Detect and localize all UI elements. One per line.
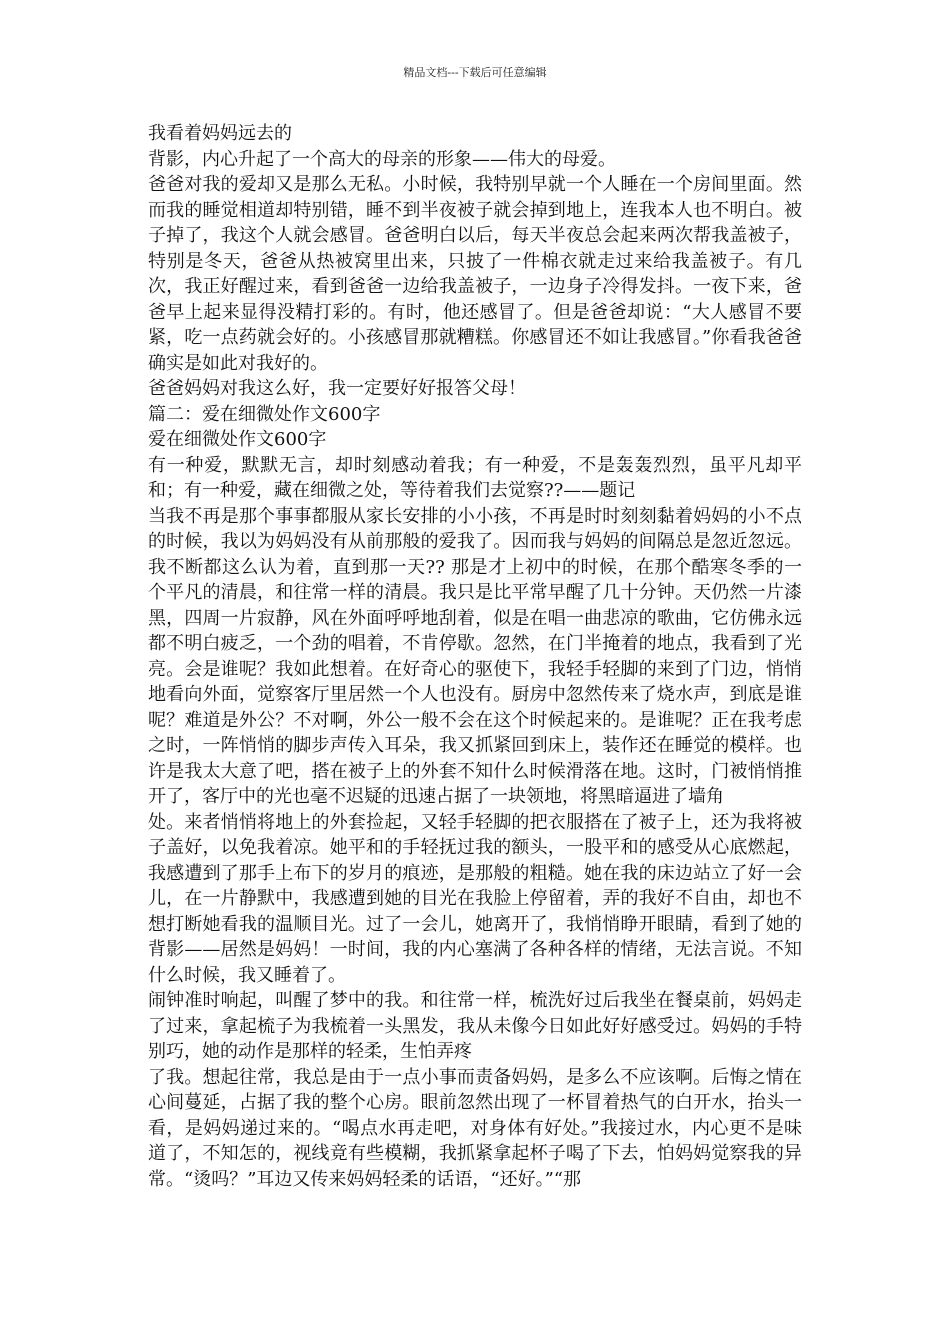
document-body xyxy=(148,121,802,1192)
section-heading: 篇二：爱在细微处作文600字 xyxy=(148,403,381,425)
paragraph: 爸爸对我的爱却又是那么无私。小时候，我特别早就一个人睡在一个房间里面。然而我的睡觉相道却特别错，睡不到半夜被子就会掉到地上，连我本人也不明白。被子掉了，我这个人就会感冒。爸爸明白以后，每天半夜总会起来两次帮我盖被子，特别是冬天，爸爸从热被窝里出来，只披了一件棉衣就走过来给我盖被子。有几次，我正好醒过来，看到爸爸一边给我盖被子，一边身子冷得发抖。一夜下来，爸爸早上起来显得没精打彩的。有时，他还感冒了。但是爸爸却说：“大人感冒不要紧，吃一点药就会好的。小孩感冒那就糟糕。你感冒还不如让我感冒。”你看我爸爸确实是如此对我好的。 xyxy=(148,174,802,374)
paragraph: 背影，内心升起了一个高大的母亲的形象——伟大的母爱。 xyxy=(148,148,616,170)
paragraph: 处。来者悄悄将地上的外套捡起，又轻手轻脚的把衣服搭在了被子上，还为我将被子盖好，以免我着凉。她平和的手轻抚过我的额头，一股平和的感受从心底燃起，我感遭到了那手上布下的岁月的痕迹，是那般的粗糙。她在我的床边站立了好一会儿，在一片静默中，我感遭到她的目光在我脸上停留着，弄的我好不自由，却也不想打断她看我的温顺目光。过了一会儿，她离开了，我悄悄睁开眼睛，看到了她的背影——居然是妈妈！一时间，我的内心塞满了各种各样的情绪，无法言说。不知什么时候，我又睡着了。 xyxy=(148,811,802,986)
paragraph: 了我。想起往常，我总是由于一点小事而责备妈妈，是多么不应该啊。后悔之情在心间蔓延，占据了我的整个心房。眼前忽然出现了一杯冒着热气的白开水，抬头一看，是妈妈递过来的。“喝点水再走吧，对身体有好处。”我接过水，内心更不是味道了，不知怎的，视线竟有些模糊，我抓紧拿起杯子喝了下去，怕妈妈觉察我的异常。“烫吗？”耳边又传来妈妈轻柔的话语，“还好。”“那 xyxy=(148,1066,802,1190)
paragraph: 爸爸妈妈对我这么好，我一定要好好报答父母！ xyxy=(148,378,526,399)
paragraph: 有一种爱，默默无言，却时刻感动着我；有一种爱，不是轰轰烈烈，虽平凡却平和；有一种爱，藏在细微之处，等待着我们去觉察??——题记 xyxy=(148,454,802,501)
page-header: 精品文档---下载后可任意编辑 xyxy=(403,66,547,79)
article-title: 爱在细微处作文600字 xyxy=(148,429,327,450)
paragraph: 我看着妈妈远去的 xyxy=(148,123,292,144)
paragraph: 当我不再是那个事事都服从家长安排的小小孩，不再是时时刻刻黏着妈妈的小不点的时候，我以为妈妈没有从前那般的爱我了。因而我与妈妈的间隔总是忽近忽远。我不断都这么认为着，直到那一天?? 那是才上初中的时候，在那个酷寒冬季的一个平凡的清晨，和往常一样的清晨。我只是比平常早醒了几十分钟。天仍然一片漆黑，四周一片寂静，风在外面呼呼地刮着，似是在唱一曲悲凉的歌曲，它仿佛永远都不明白疲乏，一个劲的唱着，不肯停歇。忽然，在门半掩着的地点，我看到了光亮。会是谁呢？我如此想着。在好奇心的驱使下，我轻手轻脚的来到了门边，悄悄地看向外面，觉察客厅里居然一个人也没有。厨房中忽然传来了烧水声，到底是谁呢？难道是外公？不对啊，外公一般不会在这个时候起来的。是谁呢？正在我考虑之时，一阵悄悄的脚步声传入耳朵，我又抓紧回到床上，装作还在睡觉的模样。也许是我太大意了吧，搭在被子上的外套不知什么时候滑落在地。这时，门被悄悄推开了，客厅中的光也毫不迟疑的迅速占据了一块领地，将黑暗逼进了墙角 xyxy=(148,505,802,807)
paragraph: 闹钟准时响起，叫醒了梦中的我。和往常一样，梳洗好过后我坐在餐桌前，妈妈走了过来，拿起梳子为我梳着一头黑发，我从未像今日如此好好感受过。妈妈的手特别巧，她的动作是那样的轻柔，生怕弄疼 xyxy=(148,990,802,1062)
